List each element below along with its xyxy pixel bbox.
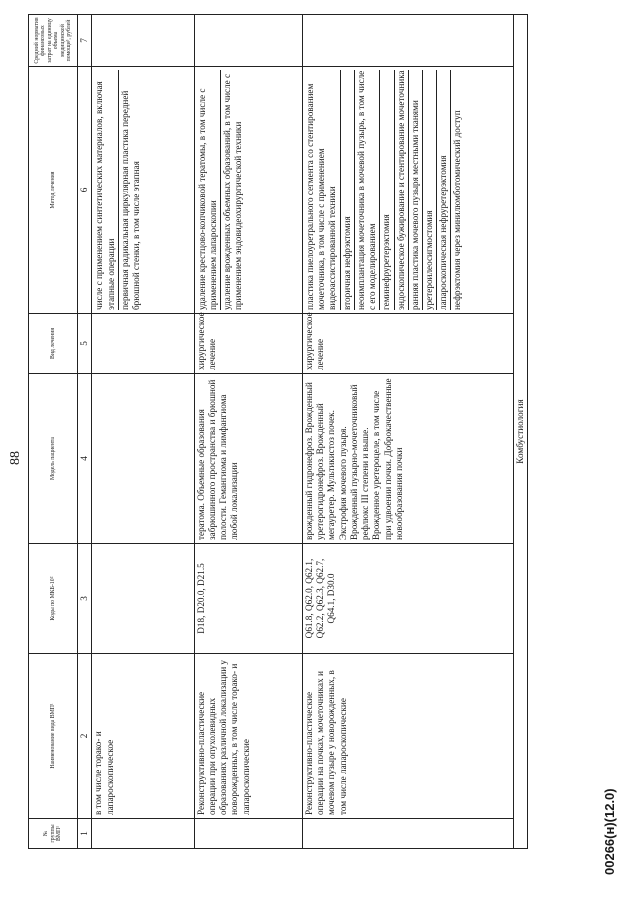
group-cell bbox=[92, 819, 194, 849]
header-icd-codes: Коды по МКБ-10² bbox=[29, 544, 78, 654]
page-number: 88 bbox=[8, 451, 23, 465]
document-code: 00266(н)(12.0) bbox=[602, 788, 617, 875]
method-item: пластика пиелоуретрального сегмента со стентированием мочеточника, в том числе с применением видеоассистированной техники bbox=[304, 70, 341, 310]
header-treatment-type: Вид лечения bbox=[29, 314, 78, 374]
vmp-name-cell: Реконструктивно-пластические операции на почках, мочеточниках и мочевом пузыре у новорожденных, в том числе лапароскопические bbox=[303, 654, 514, 819]
column-number: 1 bbox=[78, 819, 92, 849]
group-cell bbox=[303, 819, 514, 849]
method-item: вторичная нефрэктомия bbox=[341, 70, 355, 310]
model-cell: врожденный гидронефроз. Врожденный уретерогидронефроз. Врожденный мегауретер. Мультикистоз почек. Экстрофия мочевого пузыря. Врожденный пузырно-мочеточниковый рефлюкс III степени и выше. Врожденное уретероцеле, в том числе при удвоении почки. Доброкачественные новообразования почки bbox=[303, 374, 514, 544]
group-cell bbox=[194, 819, 302, 849]
column-number: 6 bbox=[78, 67, 92, 314]
table-row bbox=[92, 15, 194, 849]
method-item: геминефруретерэктомия bbox=[380, 70, 394, 310]
codes-cell: Q61.8, Q62.0, Q62.1, Q62.2, Q62.3, Q62.7, Q64.1, D30.0 bbox=[303, 544, 514, 654]
method-item: удаление крестцово-копчиковой тератомы, в том числе с применением лапароскопии bbox=[196, 70, 221, 310]
method-item: уретероилеосигмостомия bbox=[423, 70, 437, 310]
codes-cell bbox=[92, 544, 194, 654]
method-item: лапароскопическая нефруретерэктомия bbox=[437, 70, 451, 310]
vmp-table bbox=[28, 14, 528, 849]
column-number-row bbox=[78, 15, 92, 849]
column-number: 7 bbox=[78, 15, 92, 67]
method-item: нефрэктомия через минилюмботомический доступ bbox=[452, 110, 463, 310]
vmp-name-cell: в том числе торако- и лапароскопическое bbox=[92, 654, 194, 819]
methods-cell bbox=[194, 67, 302, 314]
methods-cell bbox=[92, 67, 194, 314]
model-cell: тератома. Объемные образования забрюшинного пространства и брюшной полости. Гемангиома и лимфангиома любой локализации bbox=[194, 374, 302, 544]
methods-cell bbox=[303, 67, 514, 314]
cost-cell bbox=[194, 15, 302, 67]
column-number: 3 bbox=[78, 544, 92, 654]
table-row bbox=[303, 15, 514, 849]
header-patient-model: Модель пациента bbox=[29, 374, 78, 544]
method-item: эндоскопическое бужирование и стентирование мочеточника bbox=[395, 70, 409, 310]
method-item: удаление врожденных объемных образований, в том числе с применением эндовидеохирургической техники bbox=[222, 73, 244, 310]
cost-cell bbox=[92, 15, 194, 67]
codes-cell: D18, D20.0, D21.5 bbox=[194, 544, 302, 654]
cost-cell bbox=[303, 15, 514, 67]
column-number: 2 bbox=[78, 654, 92, 819]
section-row bbox=[513, 15, 527, 849]
method-item: первичная радикальная циркулярная пластика передней брюшной стенки, в том числе этапная bbox=[119, 90, 142, 310]
method-item: неоимплантация мочеточника в мочевой пузырь, в том числе с его моделированием bbox=[355, 70, 380, 310]
header-group-number: № группы ВМП¹ bbox=[29, 819, 78, 849]
treatment-cell: хирургическое лечение bbox=[303, 314, 514, 374]
header-vmp-name: Наименование вида ВМП¹ bbox=[29, 654, 78, 819]
column-number: 5 bbox=[78, 314, 92, 374]
table-row bbox=[194, 15, 302, 849]
model-cell bbox=[92, 374, 194, 544]
vmp-name-cell: Реконструктивно-пластические операции при опухолевидных образованиях различной локализации у новорожденных, в том числе торако- и лапароскопические bbox=[194, 654, 302, 819]
treatment-cell bbox=[92, 314, 194, 374]
header-treatment-method: Метод лечения bbox=[29, 67, 78, 314]
column-number: 4 bbox=[78, 374, 92, 544]
header-cost: Средний норматив финансовых затрат на единицу объема медицинской помощи³, рублей bbox=[29, 15, 78, 67]
treatment-cell: хирургическое лечение bbox=[194, 314, 302, 374]
section-title: Комбустиология bbox=[513, 15, 527, 849]
method-item: числе с применением синтетических материалов, включая этапные операции bbox=[93, 70, 118, 310]
table-header-row bbox=[29, 15, 78, 849]
method-item: ранняя пластика мочевого пузыря местными тканями bbox=[409, 70, 423, 310]
